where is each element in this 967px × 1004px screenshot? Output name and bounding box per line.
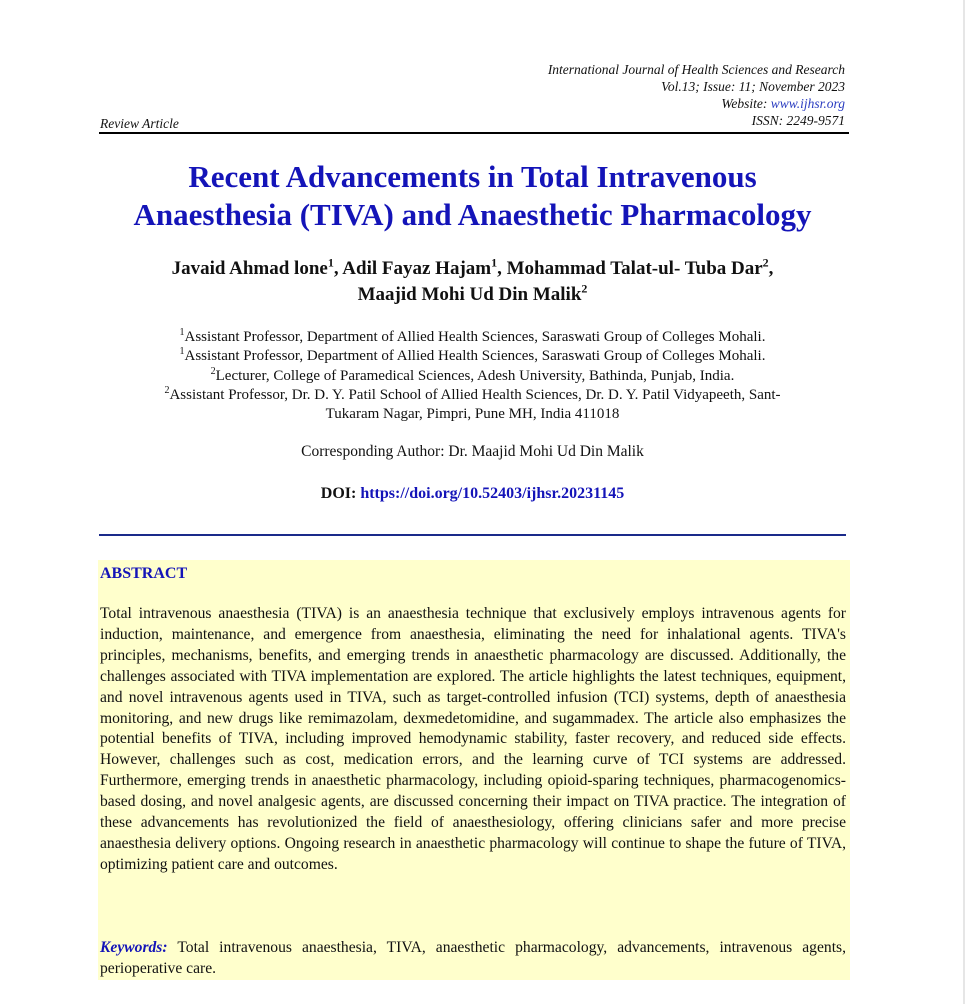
issn: ISSN: 2249-9571 xyxy=(751,113,845,128)
author-line-1 xyxy=(0,256,945,282)
author-line-2 xyxy=(0,282,945,308)
author-name: Mohammad Talat-ul- Tuba Dar xyxy=(506,258,763,279)
author-name: Javaid Ahmad lone xyxy=(171,258,328,279)
website-line xyxy=(548,95,845,112)
affiliation-text: Lecturer, College of Paramedical Sciences, Adesh University, Bathinda, Punjab, India. xyxy=(215,367,735,384)
affiliation-item xyxy=(0,328,945,347)
affiliations xyxy=(0,328,945,424)
author-list xyxy=(0,256,945,308)
affiliation-text: Assistant Professor, Department of Allied Health Sciences, Saraswati Group of Colleges Mohali. xyxy=(184,329,766,345)
affiliation-number: 2 xyxy=(164,384,170,396)
doi-link[interactable]: https://doi.org/10.52403/ijhsr.20231145 xyxy=(360,485,625,502)
keywords-label: Keywords: xyxy=(100,939,168,956)
affiliation-item xyxy=(0,386,945,405)
title-line-1: Recent Advancements in Total Intravenous xyxy=(188,159,757,194)
affiliation-number: 2 xyxy=(210,365,216,377)
affiliation-text: Assistant Professor, Dr. D. Y. Patil School of Allied Health Sciences, Dr. D. Y. Patil Vidyapeeth, Sant- xyxy=(169,386,781,403)
section-divider xyxy=(99,534,846,536)
affiliation-item xyxy=(0,367,945,386)
abstract-heading: ABSTRACT xyxy=(100,565,188,582)
author-name: Maajid Mohi Ud Din Malik xyxy=(357,284,582,305)
website-label: Website: xyxy=(721,96,771,111)
website-link[interactable]: www.ijhsr.org xyxy=(770,96,845,111)
author-separator: , xyxy=(497,258,507,279)
header-divider xyxy=(99,132,849,134)
abstract-text: Total intravenous anaesthesia (TIVA) is an anaesthesia technique that exclusively employs intravenous agents for induction, maintenance, and emergence from anaesthesia, eliminating the need for inhalational agents. TIVA's principles, mechanisms, benefits, and emerging trends in anaesthetic pharmacology are discussed. Additionally, the challenges associated with TIVA implementation are explored. The article highlights the latest techniques, equipment, and novel intravenous agents used in TIVA, such as target-controlled infusion (TCI) systems, depth of anaesthesia monitoring, and new drugs like remimazolam, dexmedetomidine, and sugammadex. The article also emphasizes the potential benefits of TIVA, including improved hemodynamic stability, faster recovery, and reduced side effects. However, challenges such as cost, medication errors, and the learning curve of TCI systems are addressed. Furthermore, emerging trends in anaesthetic pharmacology, including opioid-sparing techniques, pharmacogenomics-based dosing, and novel analgesic agents, are discussed concerning their impact on TIVA practice. The integration of these advancements has revolutionized the field of anaesthesiology, offering clinicians safer and more precise anaesthesia delivery options. Ongoing research in anaesthetic pharmacology will continue to shape the future of TIVA, optimizing patient care and outcomes. xyxy=(100,605,846,873)
affiliation-number: 1 xyxy=(179,346,185,358)
affiliation-item xyxy=(0,347,945,366)
paper-title xyxy=(0,158,945,234)
corresponding-author: Corresponding Author: Dr. Maajid Mohi Ud Din Malik xyxy=(301,443,644,460)
author-affil-number: 2 xyxy=(762,255,769,270)
volume-issue: Vol.13; Issue: 11; November 2023 xyxy=(661,79,845,94)
author-affil-number: 2 xyxy=(581,281,588,296)
author-name: Adil Fayaz Hajam xyxy=(342,258,492,279)
keywords-text: Total intravenous anaesthesia, TIVA, anaesthetic pharmacology, advancements, intravenous agents, perioperative care. xyxy=(100,939,846,977)
affiliation-continuation: Tukaram Nagar, Pimpri, Pune MH, India 411018 xyxy=(325,406,620,423)
keywords xyxy=(100,938,846,980)
title-line-2: Anaesthesia (TIVA) and Anaesthetic Pharmacology xyxy=(133,197,812,232)
affiliation-text: Assistant Professor, Department of Allied Health Sciences, Saraswati Group of Colleges Mohali. xyxy=(184,348,766,365)
affiliation-number: 1 xyxy=(179,327,185,338)
article-type: Review Article xyxy=(100,116,179,131)
author-separator: , xyxy=(768,258,774,279)
doi-label: DOI: xyxy=(320,485,361,502)
journal-name: International Journal of Health Sciences and Research xyxy=(547,62,845,77)
doi-line xyxy=(0,484,945,504)
author-affil-number: 1 xyxy=(327,255,334,270)
author-affil-number: 1 xyxy=(491,255,498,270)
author-separator: , xyxy=(333,258,343,279)
journal-info xyxy=(548,61,845,129)
